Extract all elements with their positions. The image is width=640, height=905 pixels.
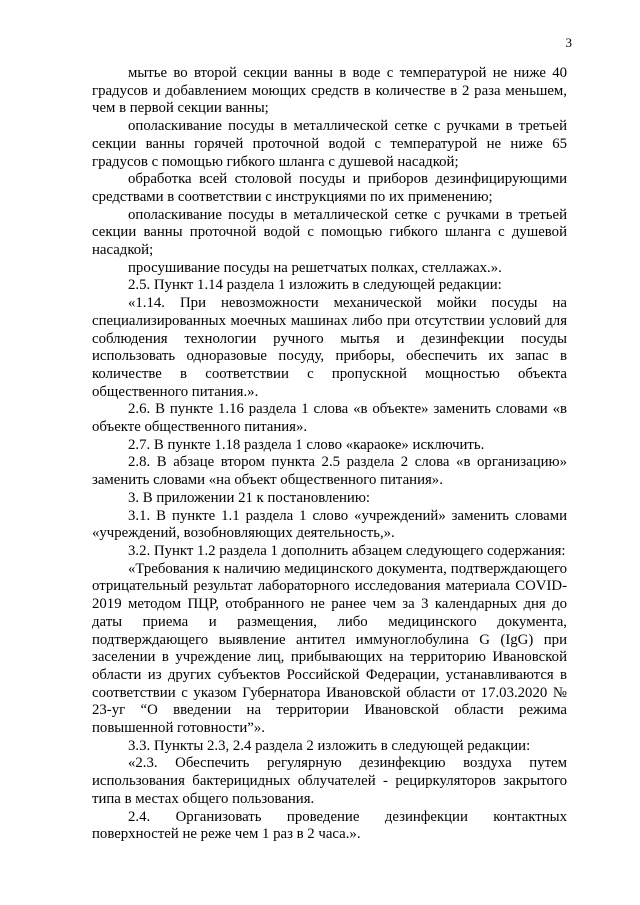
paragraph-12: 3.1. В пункте 1.1 раздела 1 слово «учреждений» заменить словами «учреждений, возобновляющих деятельность,». [92,507,567,542]
paragraph-5: просушивание посуды на решетчатых полках, стеллажах.». [128,259,502,276]
document-body [92,65,567,844]
paragraph-15: 3.3. Пункты 2.3, 2.4 раздела 2 изложить в следующей редакции: [128,737,531,754]
paragraph-9: 2.7. В пункте 1.18 раздела 1 слово «караоке» исключить. [128,436,485,453]
paragraph-1: мытье во второй секции ванны в воде с температурой не ниже 40 градусов и добавлением моющих средств в количестве в 2 раза меньшем, чем в первой секции ванны; [92,65,567,117]
paragraph-3: обработка всей столовой посуды и приборов дезинфицирующими средствами в соответствии с инструкциями по их применению; [92,171,567,205]
paragraph-7: «1.14. При невозможности механической мойки посуды на специализированных моечных машинах либо при отсутствии условий для соблюдения технологии ручного мытья и дезинфекции посуды использовать одноразовые посуду, приборы, обеспечить их запас в количестве в соответствии с пропускной мощностью объекта общественного питания.». [92,295,567,400]
paragraph-13: 3.2. Пункт 1.2 раздела 1 дополнить абзацем следующего содержания: [128,542,566,559]
paragraph-16: «2.3. Обеспечить регулярную дезинфекцию воздуха путем использования бактерицидных облучателей - рециркуляторов закрытого типа в местах общего пользования. [92,755,567,807]
paragraph-17: 2.4. Организовать проведение дезинфекции контактных поверхностей не реже чем 1 раз в 2 часа.». [92,808,567,843]
paragraph-11: 3. В приложении 21 к постановлению: [128,489,370,506]
page-number: 3 [565,35,572,50]
paragraph-8: 2.6. В пункте 1.16 раздела 1 слова «в объекте» заменить словами «в объекте общественного питания». [92,401,567,436]
paragraph-14: «Требования к наличию медицинского документа, подтверждающего отрицательный результат лабораторного исследования материала COVID-2019 методом ПЦР, отобранного не ранее чем за 3 календарных дня до даты приема и размещения, либо медицинского документа, подтверждающего выявление антител иммуноглобулина G (IgG) при заселении в учреждение лиц, прибывающих на территорию Ивановской области из других субъектов Российской Федерации, устанавливаются в соответствии с указом Губернатора Ивановской области от 17.03.2020 № 23-уг “О введении на территории Ивановской области режима повышенной готовности”». [92,560,567,737]
paragraph-2: ополаскивание посуды в металлической сетке с ручками в третьей секции ванны горячей проточной водой с температурой не ниже 65 градусов с помощью гибкого шланга с душевой насадкой; [92,118,567,170]
paragraph-6: 2.5. Пункт 1.14 раздела 1 изложить в следующей редакции: [128,277,502,294]
paragraph-10: 2.8. В абзаце втором пункта 2.5 раздела 2 слова «в организацию» заменить словами «на объект общественного питания». [92,454,567,489]
paragraph-4: ополаскивание посуды в металлической сетке с ручками в третьей секции ванны проточной водой с помощью гибкого шланга с душевой насадкой; [92,206,567,259]
